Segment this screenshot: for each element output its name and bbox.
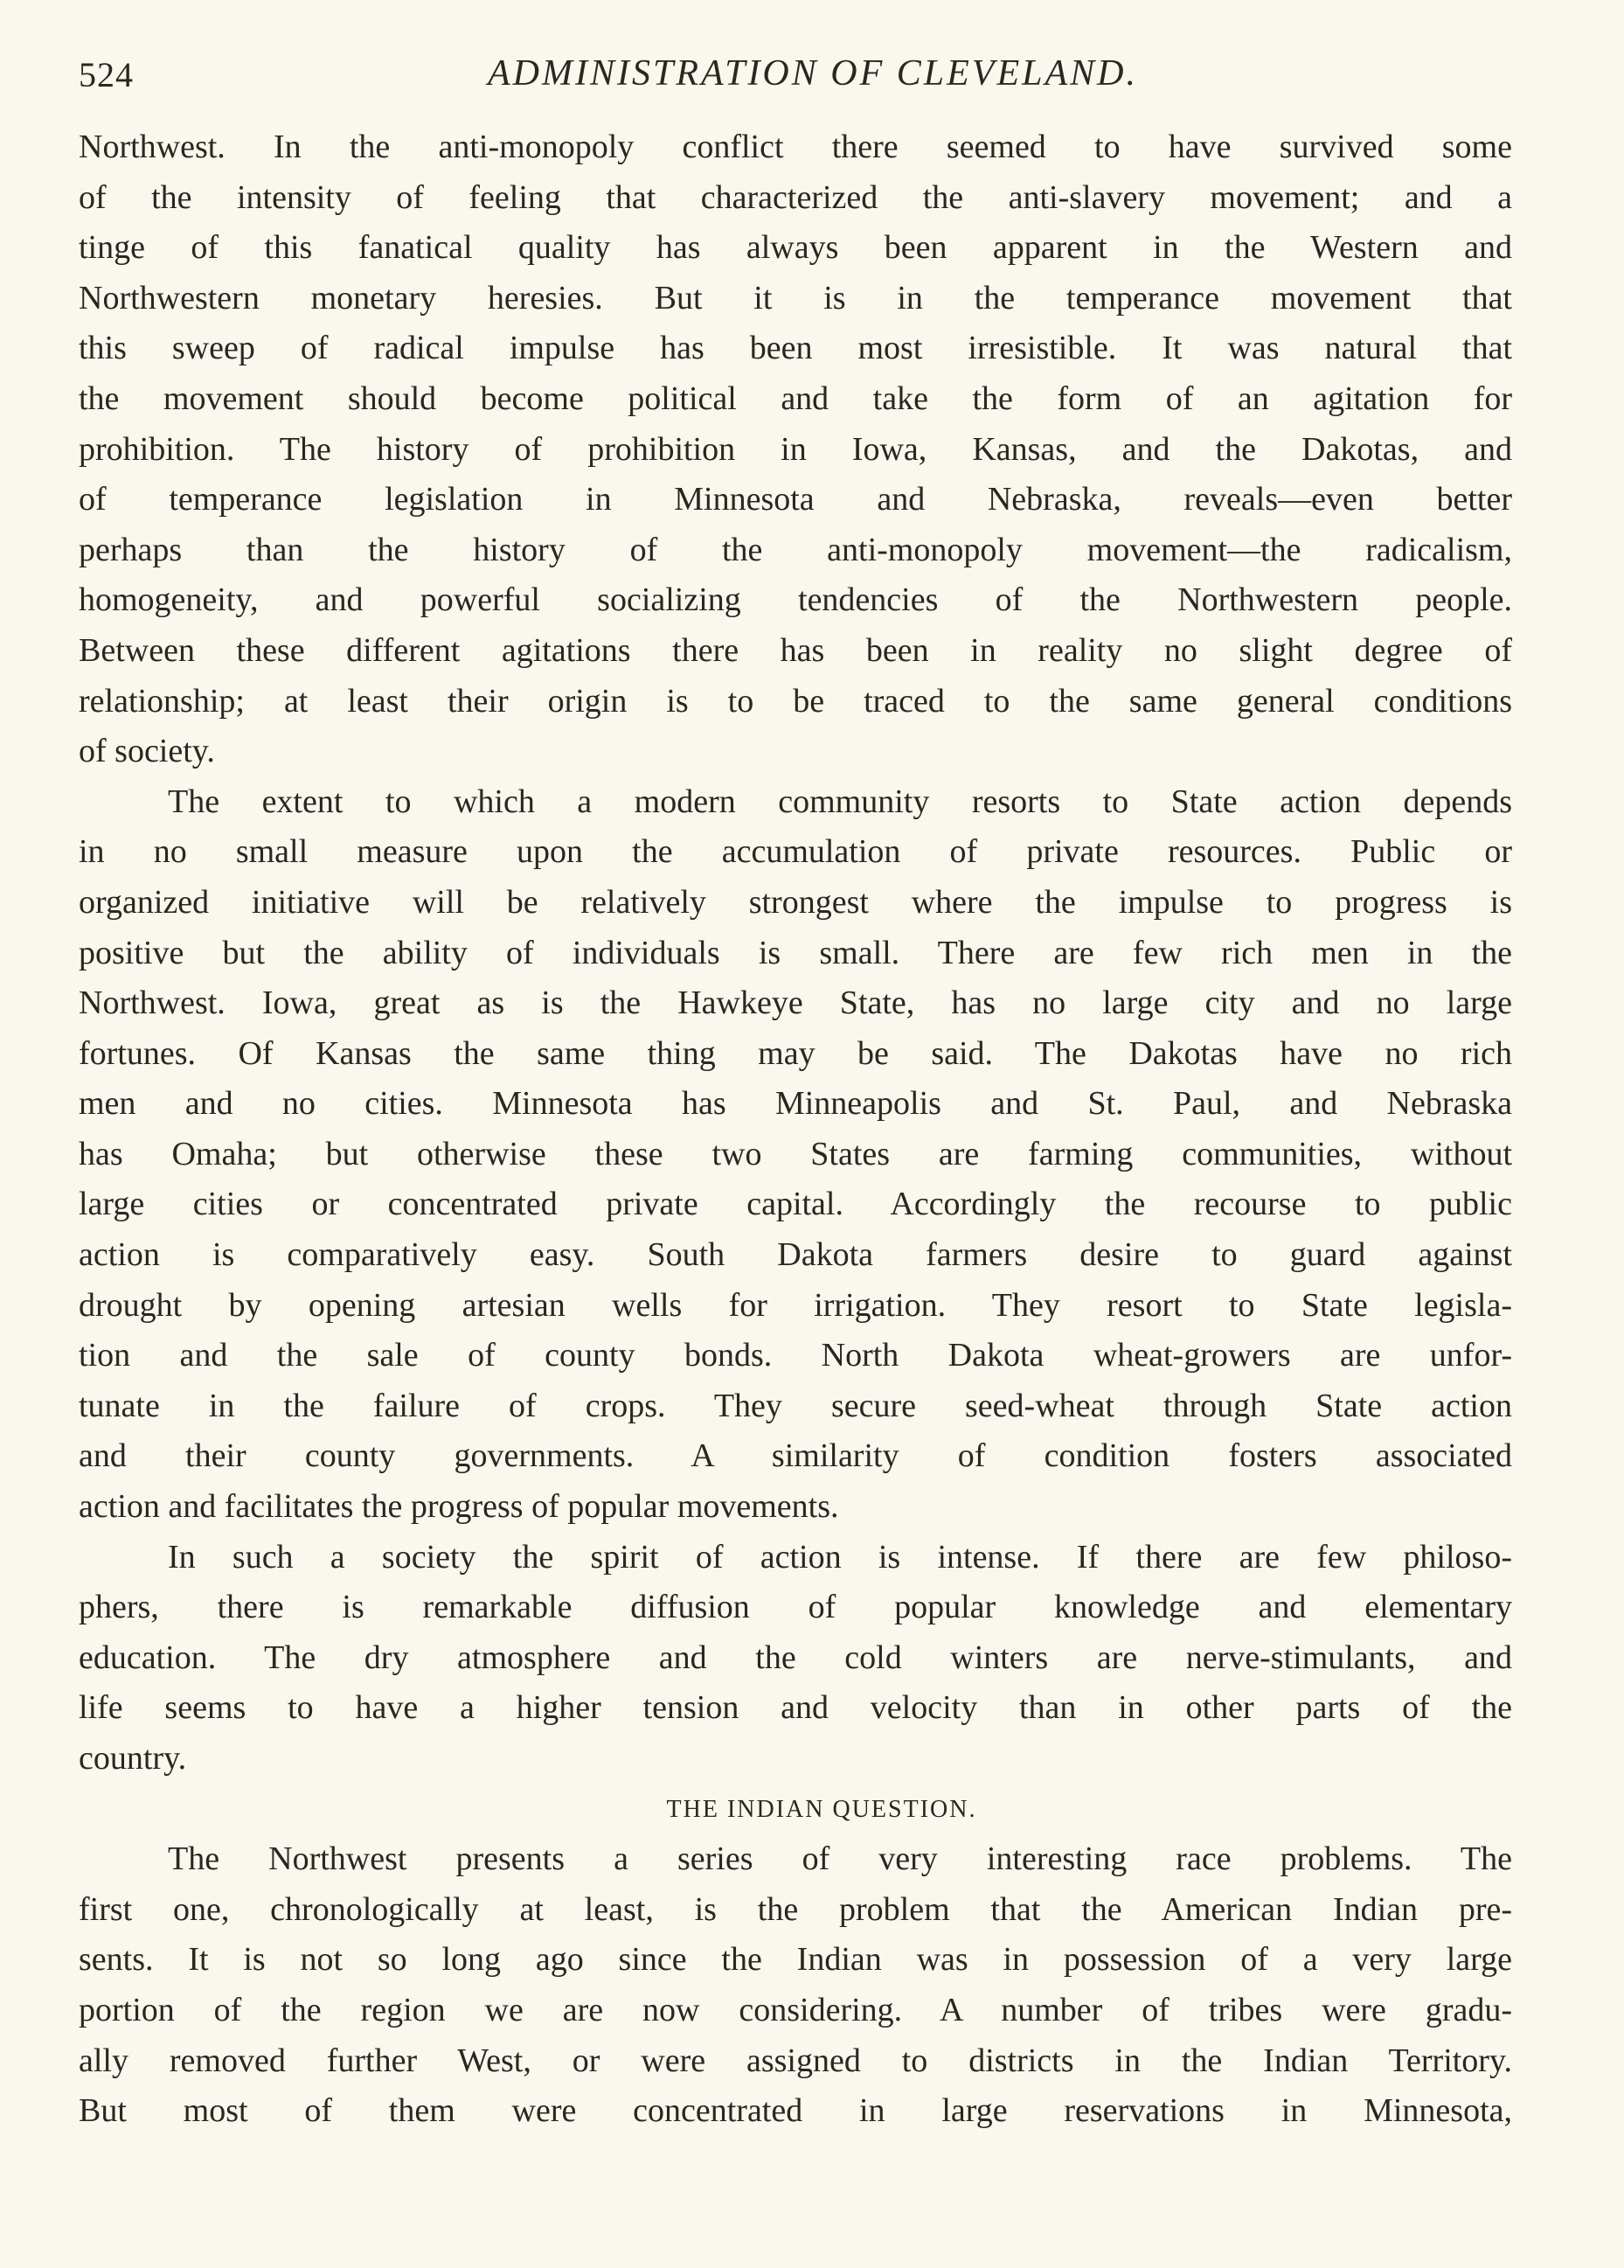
text-line: of temperance legislation in Minnesota and Nebraska, reveals—even better [79,481,1512,518]
text-line: phers, there is remarkable diffusion of popular knowledge and elementary [79,1589,1512,1626]
text-line: first one, chronologically at least, is the problem that the American Indian pre- [79,1890,1512,1928]
text-line: drought by opening artesian wells for irrigation. They resort to State legisla- [79,1286,1512,1324]
paragraph-3 [79,1533,1512,1784]
text-line: of the intensity of feeling that characterized the anti-slavery movement; and a [79,178,1512,216]
text-line: country. [79,1740,187,1777]
text-line: fortunes. Of Kansas the same thing may be said. The Dakotas have no rich [79,1034,1512,1072]
text-line: The Northwest presents a series of very interesting race problems. The [168,1840,1512,1878]
text-line: prohibition. The history of prohibition in Iowa, Kansas, and the Dakotas, and [79,430,1512,468]
running-head [79,45,1512,98]
text-line: education. The dry atmosphere and the cold winters are nerve-stimulants, and [79,1638,1512,1676]
text-line: perhaps than the history of the anti-monopoly movement—the radicalism, [79,531,1512,568]
paragraph-1 [79,122,1512,777]
text-line: sents. It is not so long ago since the Indian was in possession of a very large [79,1941,1512,1979]
text-line: portion of the region we are now considering. A number of tribes were gradu- [79,1991,1512,2028]
text-line: in no small measure upon the accumulation of private resources. Public or [79,833,1512,871]
text-line: homogeneity, and powerful socializing tendencies of the Northwestern people. [79,581,1512,619]
text-line: Northwest. In the anti-monopoly conflict there seemed to have survived some [79,129,1512,165]
text-line: tinge of this fanatical quality has always been apparent in the Western and [79,229,1512,267]
text-line: Northwest. Iowa, great as is the Hawkeye State, has no large city and no large [79,984,1512,1022]
text-line: large cities or concentrated private capital. Accordingly the recourse to public [79,1186,1512,1223]
paragraph-2 [79,777,1512,1533]
text-line: the movement should become political and take the form of an agitation for [79,379,1512,417]
text-line: and their county governments. A similarity of condition fosters associated [79,1437,1512,1475]
text-line: positive but the ability of individuals is small. There are few rich men in the [79,934,1512,971]
text-line: action and facilitates the progress of popular movements. [79,1488,839,1526]
text-line: of society. [79,733,215,770]
text-line: has Omaha; but otherwise these two States are farming communities, without [79,1135,1512,1172]
running-title: ADMINISTRATION OF CLEVELAND. [488,53,1138,94]
text-line: The extent to which a modern community resorts to State action depends [168,783,1512,820]
text-line: tunate in the failure of crops. They secure seed-wheat through State action [79,1387,1512,1424]
text-line: ally removed further West, or were assigned to districts in the Indian Territory. [79,2042,1512,2079]
text-line: Between these different agitations there has been in reality no slight degree of [79,631,1512,669]
text-line: organized initiative will be relatively strongest where the impulse to progress is [79,883,1512,921]
text-line: life seems to have a higher tension and velocity than in other parts of the [79,1689,1512,1727]
paragraph-4 [79,1834,1512,2137]
text-line: men and no cities. Minnesota has Minneapolis and St. Paul, and Nebraska [79,1085,1512,1123]
text-line: Northwestern monetary heresies. But it is in the temperance movement that [79,279,1512,317]
text-line: In such a society the spirit of action is intense. If there are few philoso- [168,1538,1512,1576]
text-line: this sweep of radical impulse has been most irresistible. It was natural that [79,330,1512,367]
text-line: relationship; at least their origin is to be traced to the same general conditions [79,682,1512,720]
text-line: But most of them were concentrated in large reservations in Minnesota, [79,2092,1512,2130]
text-line: tion and the sale of county bonds. North Dakota wheat-growers are unfor- [79,1337,1512,1374]
body-text [79,122,1512,2137]
section-heading: THE INDIAN QUESTION. [666,1795,977,1823]
page-number: 524 [79,55,134,94]
text-line: action is comparatively easy. South Dakota farmers desire to guard against [79,1236,1512,1274]
